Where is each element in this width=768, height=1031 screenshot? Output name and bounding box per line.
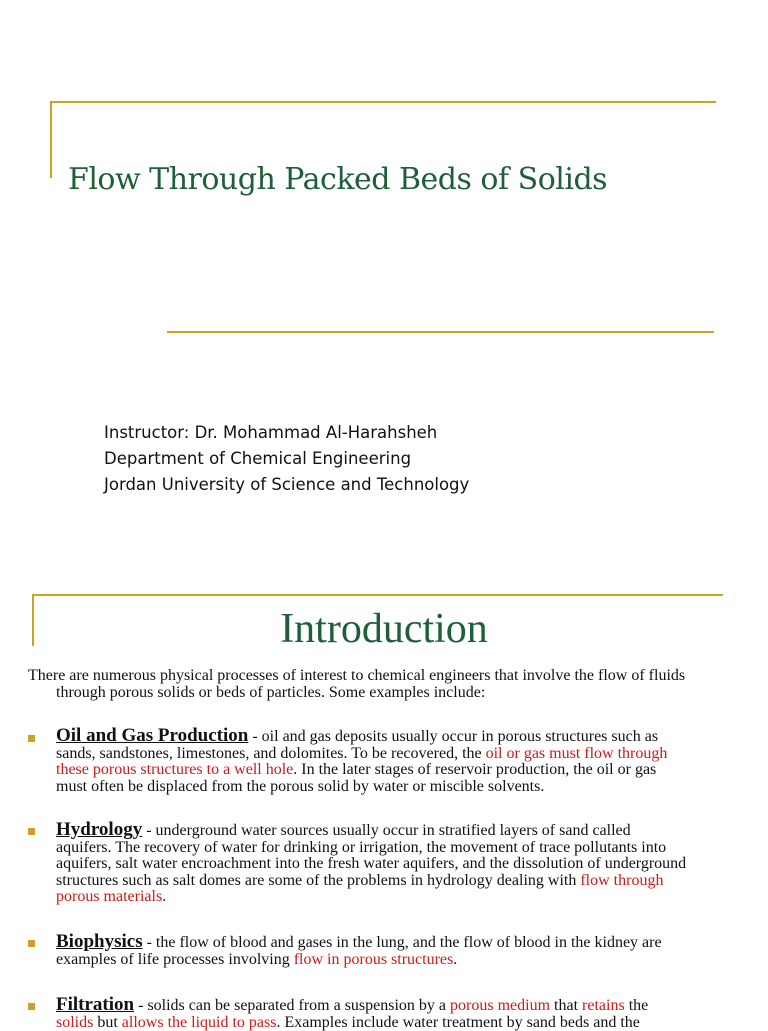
- bullet-square-icon: [28, 828, 35, 835]
- bullet-square-icon: [28, 735, 35, 742]
- intro-line-1: There are numerous physical processes of interest to chemical engineers that involve the flow of fluids: [28, 667, 686, 684]
- instructor-line: Instructor: Dr. Mohammad Al-Harahsheh: [104, 423, 438, 442]
- slide-title: Flow Through Packed Beds of Solids: [68, 162, 608, 197]
- intro-paragraph: [28, 667, 740, 701]
- intro-title: Introduction: [280, 606, 488, 652]
- intro-line-2: through porous solids or beds of particles. Some examples include:: [56, 684, 486, 701]
- bullet-square-icon: [28, 1003, 35, 1010]
- author-info: [104, 420, 469, 498]
- bullet-heading: Oil and Gas Production: [56, 725, 249, 746]
- department-line: Department of Chemical Engineering: [104, 449, 412, 468]
- accent-line-left: [50, 101, 52, 178]
- intro-accent-line-top: [32, 594, 723, 596]
- accent-line-bottom: [167, 331, 714, 333]
- bullet-square-icon: [28, 940, 35, 947]
- bullet-heading: Filtration: [56, 994, 135, 1015]
- accent-line-top: [50, 101, 716, 103]
- bullet-heading: Hydrology: [56, 819, 143, 840]
- university-line: Jordan University of Science and Technology: [104, 475, 470, 494]
- bullet-heading: Biophysics: [56, 931, 143, 952]
